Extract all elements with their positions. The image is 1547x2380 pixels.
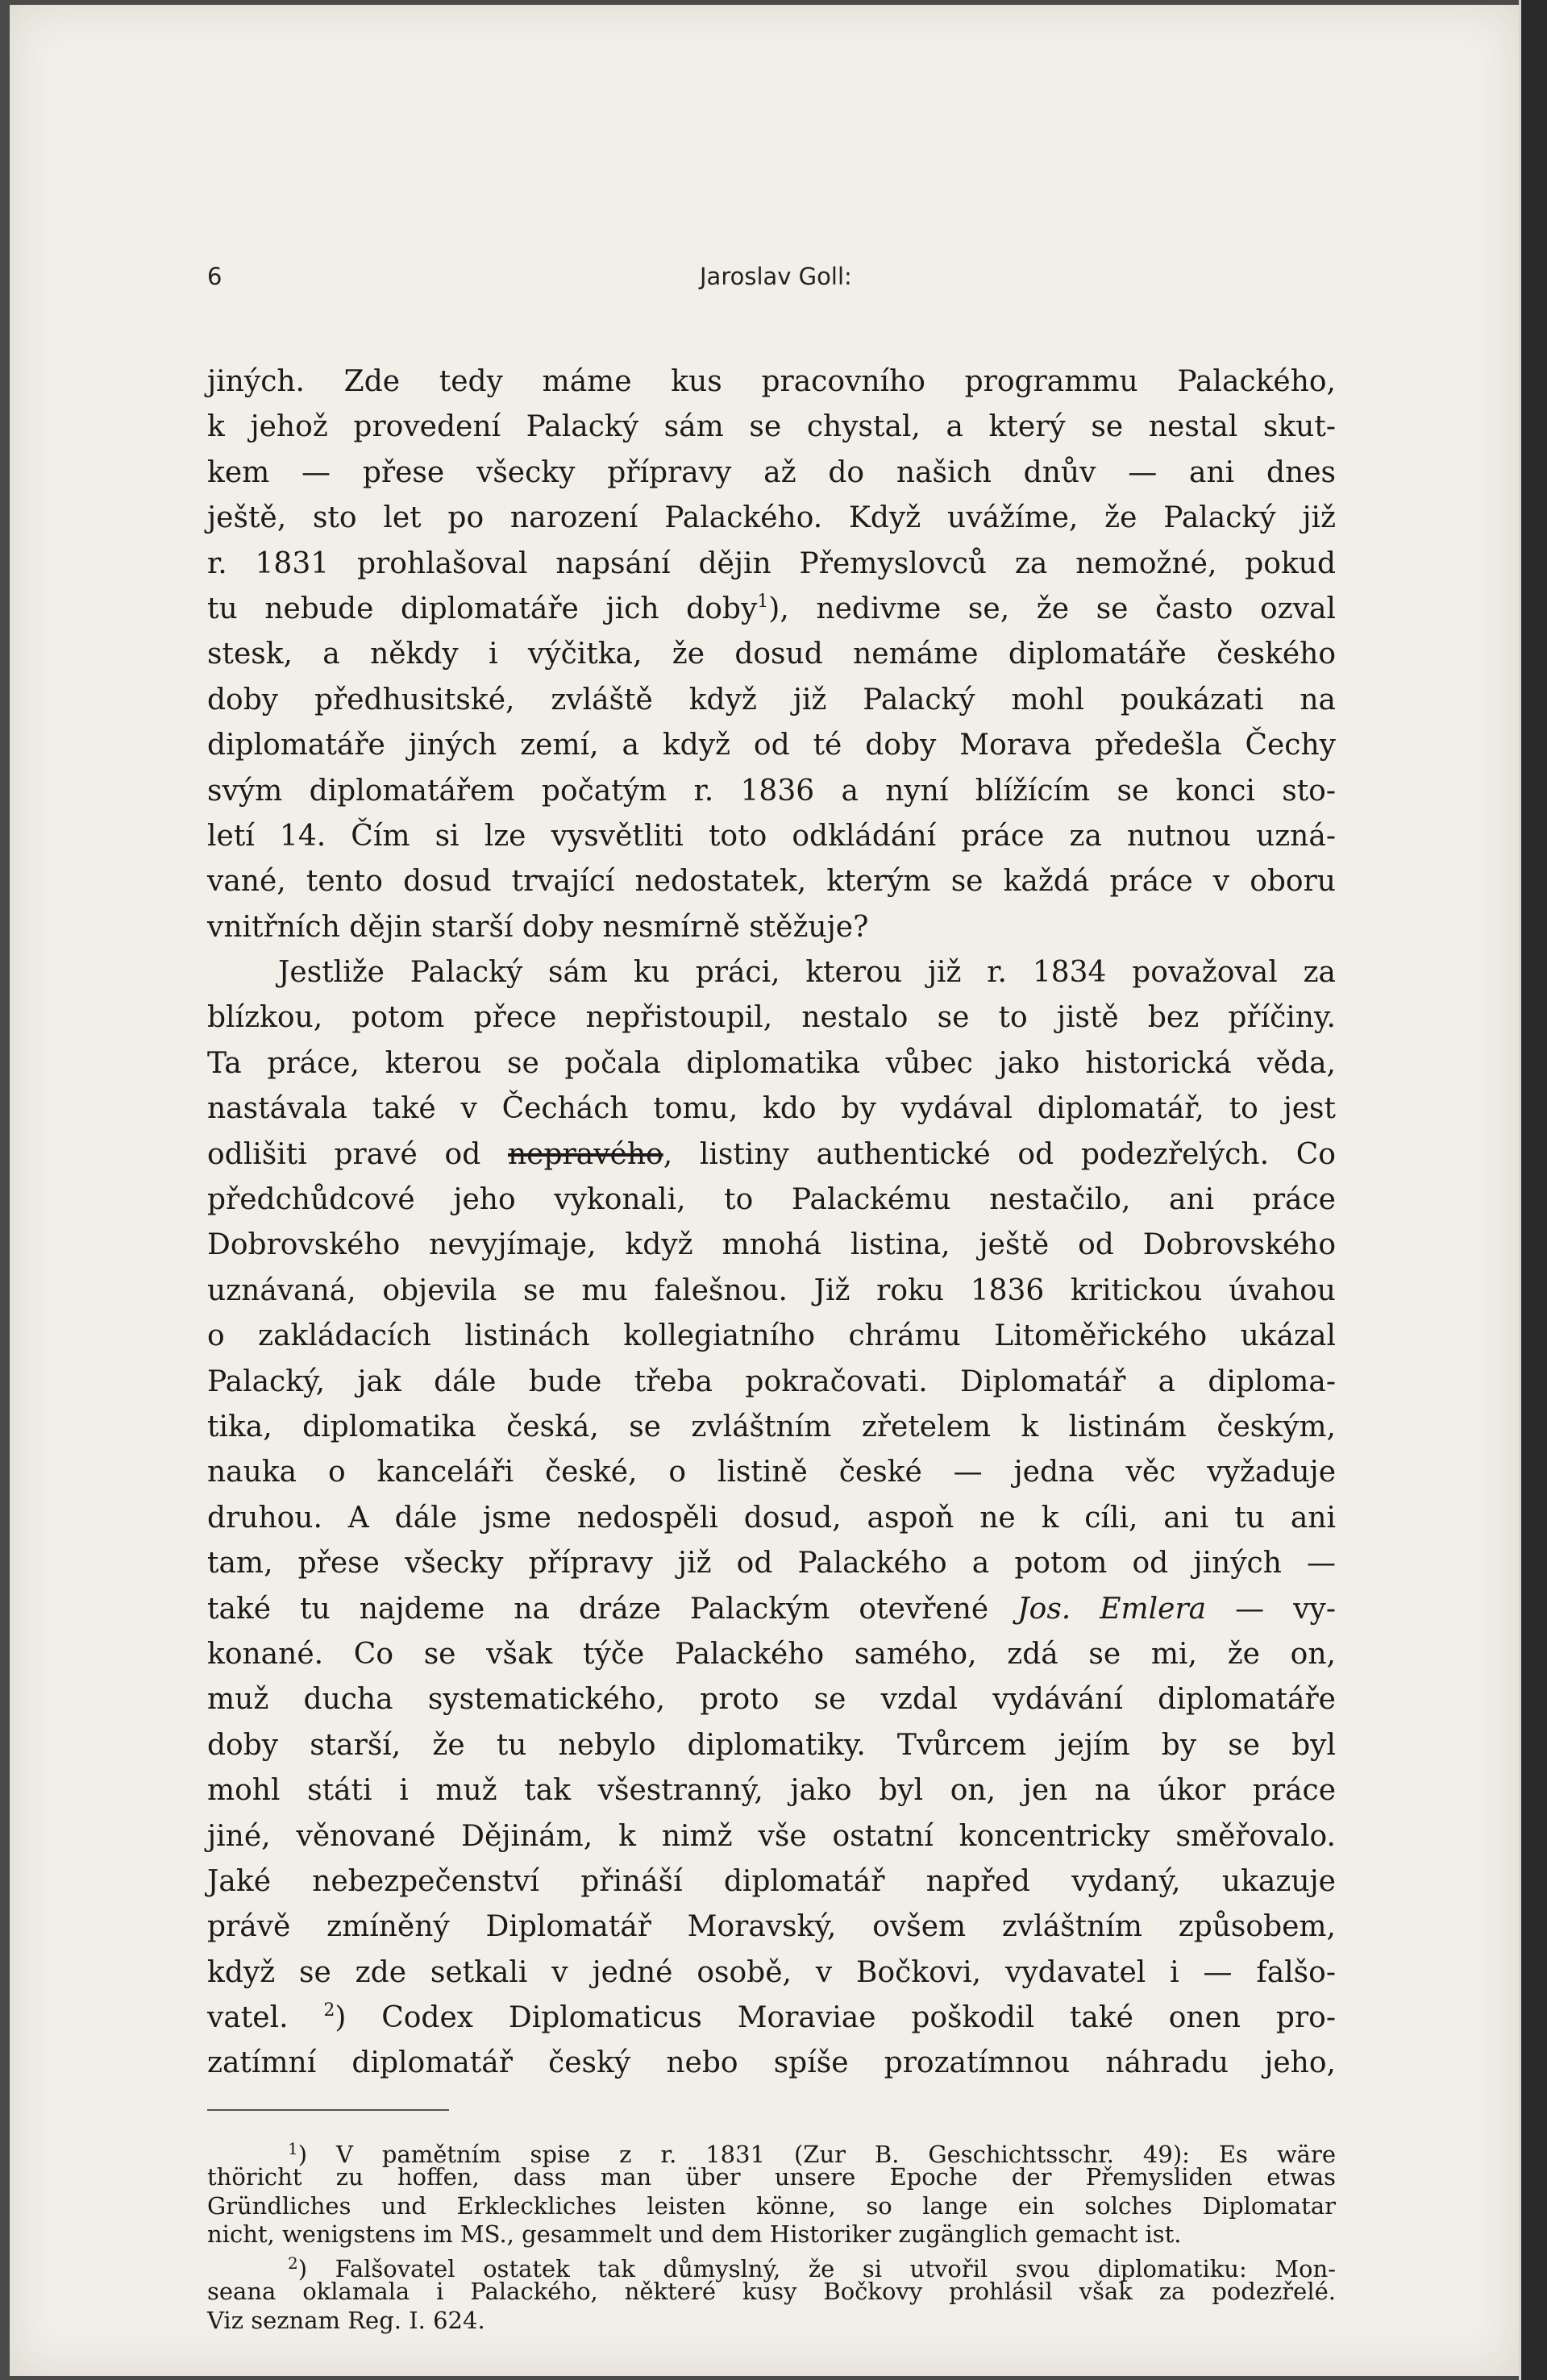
text-line: právě zmíněný Diplomatář Moravský, ovšem zvláštním způsobem, xyxy=(207,1910,1336,1944)
footnote-2-line: Viz seznam Reg. I. 624. xyxy=(207,2306,485,2334)
footnote-1-line: Gründliches und Erkleckliches leisten könne, so lange ein solches Diplomatar xyxy=(207,2191,1336,2220)
text-line: muž ducha systematického, proto se vzdal vydávání diplomatáře xyxy=(207,1683,1336,1717)
text-fragment: tu nebude diplomatáře jich doby xyxy=(207,592,758,625)
text-line: letí 14. Čím si lze vysvětliti toto odkládání práce za nutnou uzná- xyxy=(207,819,1336,853)
text-line: doby předhusitské, zvláště když již Palacký mohl poukázati na xyxy=(207,683,1336,716)
text-line: kem — přese všecky přípravy až do našich dnův — ani dnes xyxy=(207,455,1336,489)
text-line xyxy=(207,587,1336,632)
text-line: r. 1831 prohlašoval napsání dějin Přemyslovců za nemožné, pokud xyxy=(207,546,1336,580)
text-line: doby starší, že tu nebylo diplomatiky. Tvůrcem jejím by se byl xyxy=(207,1728,1336,1762)
text-line: jiných. Zde tedy máme kus pracovního programmu Palackého, xyxy=(207,365,1336,398)
footnote-mark: 1 xyxy=(288,2138,298,2158)
text-line: uznávaná, objevila se mu falešnou. Již roku 1836 kritickou úvahou xyxy=(207,1273,1336,1307)
text-line: zatímní diplomatář český nebo spíše prozatímnou náhradu jeho, xyxy=(207,2046,1336,2080)
text-line xyxy=(207,1587,1336,1632)
text-line: nastávala také v Čechách tomu, kdo by vydával diplomatář, to jest xyxy=(207,1092,1336,1126)
running-header xyxy=(207,263,1336,311)
footnote-mark: 2 xyxy=(288,2253,298,2273)
text-fragment: , listiny authentické od podezřelých. Co xyxy=(663,1137,1336,1171)
text-fragment: — vy- xyxy=(1206,1592,1336,1626)
text-line: o zakládacích listinách kollegiatního chrámu Litoměřického ukázal xyxy=(207,1319,1336,1353)
text-line: jiné, věnované Dějinám, k nimž vše ostatní koncentricky směřovalo. xyxy=(207,1819,1336,1853)
scan-border xyxy=(1521,0,1547,2380)
text-line: Ta práce, kterou se počala diplomatika vůbec jako historická věda, xyxy=(207,1046,1336,1080)
text-line: stesk, a někdy i výčitka, že dosud nemáme diplomatáře českého xyxy=(207,638,1336,671)
text-line: diplomatáře jiných zemí, a když od té doby Morava předešla Čechy xyxy=(207,729,1336,762)
text-line: vnitřních dějin starší doby nesmírně stěžuje? xyxy=(207,910,869,944)
text-line: ještě, sto let po narození Palackého. Když uvážíme, že Palacký již xyxy=(207,501,1336,535)
footnote-1-line: thöricht zu hoffen, dass man über unsere Epoche der Přemysliden etwas xyxy=(207,2163,1336,2191)
text-fragment: ), nedivme se, že se často ozval xyxy=(768,592,1336,625)
footnote-2-line: seana oklamala i Palackého, některé kusy Bočkovy prohlásil však za podezřelé. xyxy=(207,2278,1336,2306)
italic-name: Jos. Emlera xyxy=(1017,1592,1207,1626)
text-line xyxy=(207,1996,1336,2041)
text-fragment: také tu najdeme na dráze Palackým otevřené xyxy=(207,1592,989,1626)
running-title: Jaroslav Goll: xyxy=(700,263,852,290)
text-line: tam, přese všecky přípravy již od Palackého a potom od jiných — xyxy=(207,1547,1336,1580)
text-line: svým diplomatářem počatým r. 1836 a nyní blížícím se konci sto- xyxy=(207,774,1336,808)
main-text xyxy=(207,359,1336,2087)
footnotes xyxy=(207,2135,1336,2336)
book-page xyxy=(10,5,1519,2376)
text-line: Jestliže Palacký sám ku práci, kterou již r. 1834 považoval za xyxy=(278,956,1336,990)
text-line: konané. Co se však týče Palackého samého, zdá se mi, že on, xyxy=(207,1637,1336,1671)
text-fragment: ) Falšovatel ostatek tak důmyslný, že si utvořil svou diplomatiku: Mon- xyxy=(297,2254,1336,2282)
text-line: když se zde setkali v jedné osobě, v Bočkovi, vydavatel i — falšo- xyxy=(207,1955,1336,1989)
text-line: vané, tento dosud trvající nedostatek, kterým se každá práce v oboru xyxy=(207,865,1336,899)
footnote-ref-1: 1 xyxy=(757,591,769,612)
footnote-1-line xyxy=(207,2135,1336,2168)
text-fragment: odlišiti pravé od xyxy=(207,1137,481,1171)
page-content xyxy=(207,263,1336,2335)
text-line: k jehož provedení Palacký sám se chystal, a který se nestal skut- xyxy=(207,410,1336,444)
text-fragment: ) Codex Diplomaticus Moraviae poškodil také onen pro- xyxy=(335,2001,1336,2035)
footnote-2-line xyxy=(207,2249,1336,2282)
footnote-1-line: nicht, wenigstens im MS., gesammelt und dem Historiker zugänglich gemacht ist. xyxy=(207,2220,1182,2249)
text-line: nauka o kanceláři české, o listině české — jedna věc vyžaduje xyxy=(207,1456,1336,1489)
text-line: předchůdcové jeho vykonali, to Palackému nestačilo, ani práce xyxy=(207,1183,1336,1217)
struck-word: nepravého xyxy=(507,1137,663,1171)
text-line: tika, diplomatika česká, se zvláštním zřetelem k listinám českým, xyxy=(207,1410,1336,1443)
text-line: Palacký, jak dále bude třeba pokračovati. Diplomatář a diploma- xyxy=(207,1364,1336,1398)
text-fragment: vatel. xyxy=(207,2001,289,2035)
text-line: Jaké nebezpečenství přináší diplomatář napřed vydaný, ukazuje xyxy=(207,1864,1336,1898)
text-line xyxy=(207,1132,1336,1178)
footnote-separator xyxy=(207,2109,449,2111)
text-fragment: ) V pamětním spise z r. 1831 (Zur B. Geschichtsschr. 49): Es wäre xyxy=(297,2140,1336,2168)
text-line: blízkou, potom přece nepřistoupil, nestalo se to jistě bez příčiny. xyxy=(207,1001,1336,1035)
page-number: 6 xyxy=(207,263,222,290)
footnote-ref-2: 2 xyxy=(323,2000,335,2021)
text-line: mohl státi i muž tak všestranný, jako byl on, jen na úkor práce xyxy=(207,1774,1336,1808)
text-line: druhou. A dále jsme nedospěli dosud, aspoň ne k cíli, ani tu ani xyxy=(207,1501,1336,1535)
text-line: Dobrovského nevyjímaje, když mnohá listina, ještě od Dobrovského xyxy=(207,1228,1336,1262)
